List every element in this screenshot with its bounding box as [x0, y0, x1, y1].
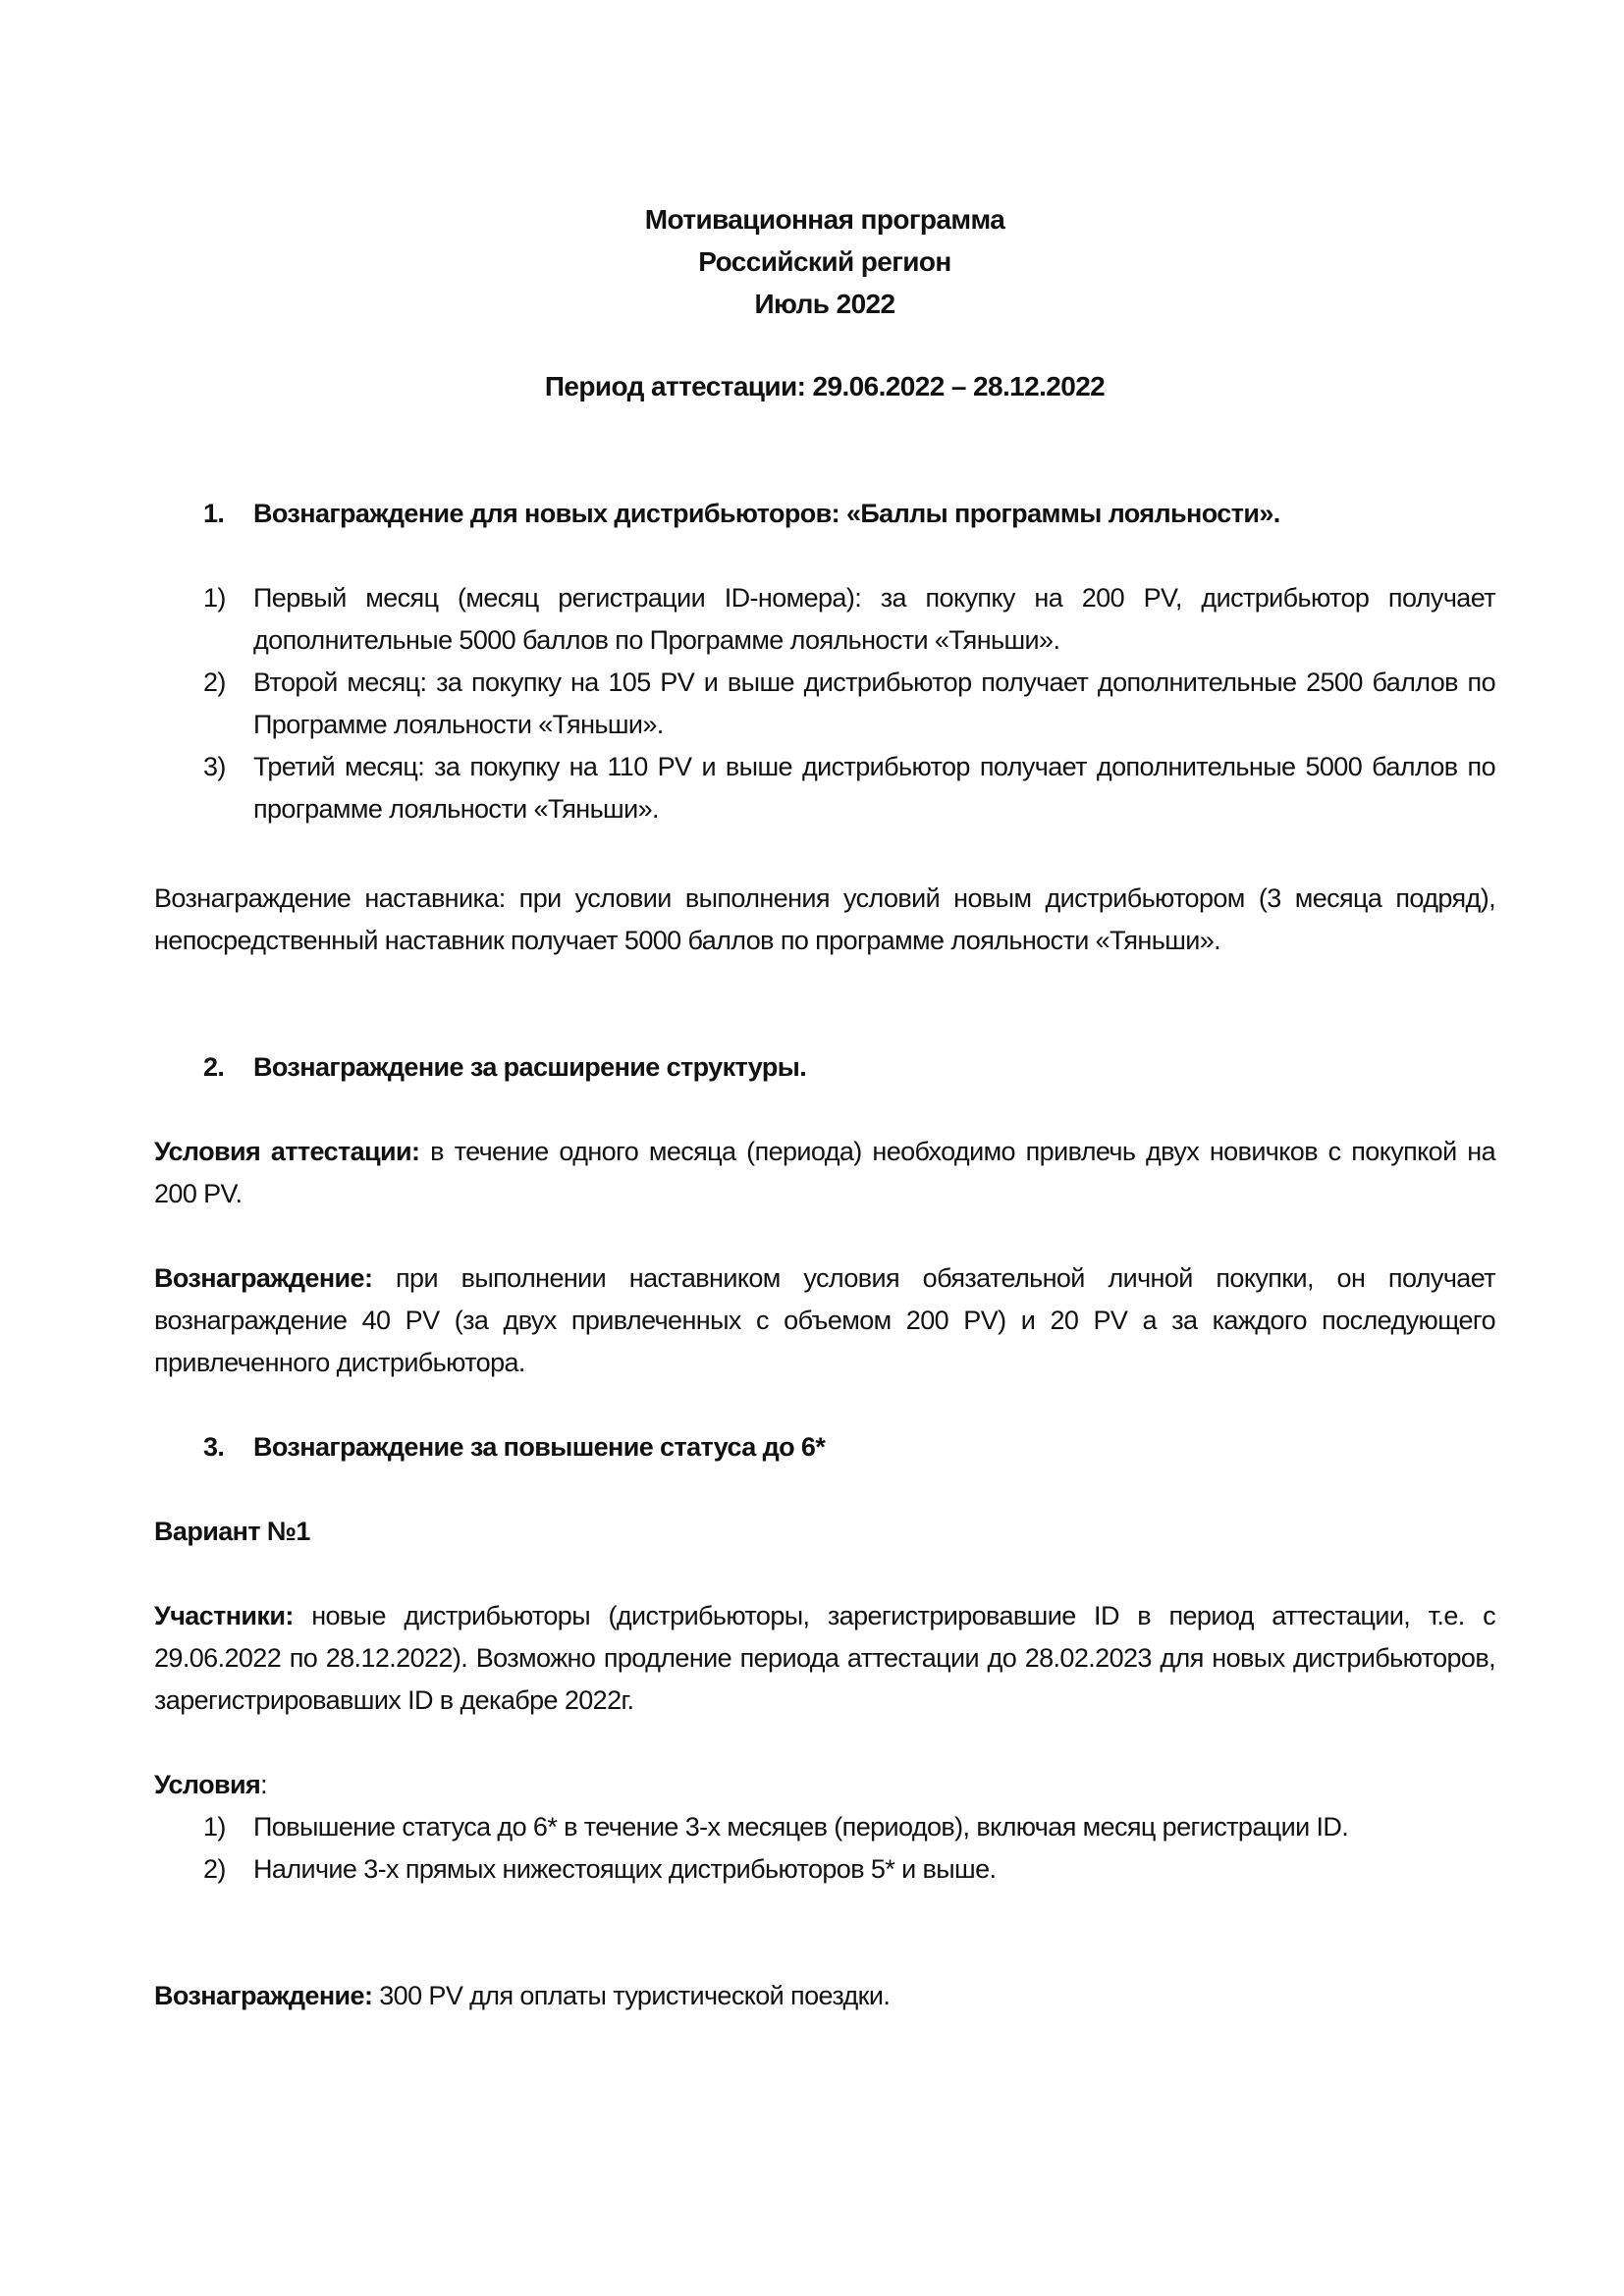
reward-text: при выполнении наставником условия обязательной личной покупки, он получает вознаграждение 40 PV (за двух привлеченных с объемом 200 PV) и 20 PV а за каждого последующего привлеченного дистрибьютора.: [154, 1263, 1495, 1377]
conditions-text: в течение одного месяца (периода) необходимо привлечь двух новичков с покупкой на 200 PV.: [154, 1137, 1495, 1208]
section-number: 3.: [203, 1432, 225, 1462]
section-3-conditions-list: [154, 1806, 1495, 1891]
section-3-heading: [154, 1426, 1495, 1468]
list-item: [154, 1848, 1495, 1891]
list-text: Первый месяц (месяц регистрации ID-номера): за покупку на 200 PV, дистрибьютор получает дополнительные 5000 баллов по Программе лояльности «Тяньши».: [253, 583, 1495, 655]
conditions-heading: [154, 1764, 1495, 1806]
list-item: [154, 662, 1495, 746]
month-subtitle: Июль 2022: [754, 289, 895, 319]
region-subtitle: Российский регион: [698, 246, 951, 277]
list-item: [154, 746, 1495, 830]
section-2-heading: [154, 1046, 1495, 1089]
participants-paragraph: [154, 1595, 1495, 1722]
list-number: 3): [203, 752, 226, 781]
participants-label: Участники:: [154, 1601, 294, 1630]
section-number: 1.: [203, 499, 225, 528]
section-number: 2.: [203, 1052, 225, 1082]
attestation-conditions-paragraph: [154, 1131, 1495, 1215]
section-title: Вознаграждение для новых дистрибьюторов: «Баллы программы лояльности».: [253, 499, 1280, 528]
list-text: Второй месяц: за покупку на 105 PV и выше дистрибьютор получает дополнительные 2500 баллов по Программе лояльности «Тяньши».: [253, 667, 1495, 739]
list-item: [154, 577, 1495, 662]
list-number: 2): [203, 667, 226, 697]
list-text: Повышение статуса до 6* в течение 3-х месяцев (периодов), включая месяц регистрации ID.: [253, 1812, 1349, 1842]
section-title: Вознаграждение за повышение статуса до 6*: [253, 1432, 826, 1462]
list-number: 1): [203, 1812, 226, 1842]
reward-label: Вознаграждение:: [154, 1981, 373, 2010]
section-1-list: [154, 577, 1495, 830]
list-item: [154, 1806, 1495, 1848]
conditions-label: Условия: [154, 1770, 261, 1799]
list-text: Наличие 3-х прямых нижестоящих дистрибьюторов 5* и выше.: [253, 1854, 997, 1884]
variant-heading: Вариант №1: [154, 1517, 310, 1546]
mentor-reward-paragraph: Вознаграждение наставника: при условии выполнения условий новым дистрибьютором (3 месяца подряд), непосредственный наставник получает 5000 баллов по программе лояльности «Тяньши».: [154, 883, 1495, 955]
list-text: Третий месяц: за покупку на 110 PV и выше дистрибьютор получает дополнительные 5000 баллов по программе лояльности «Тяньши».: [253, 752, 1495, 824]
tour-reward-paragraph: [154, 1975, 1495, 2017]
reward-label: Вознаграждение:: [154, 1263, 373, 1293]
reward-text: 300 PV для оплаты туристической поездки.: [372, 1981, 891, 2010]
list-number: 1): [203, 583, 226, 613]
document-title: Мотивационная программа: [644, 204, 1005, 235]
conditions-colon: :: [260, 1770, 268, 1799]
title-block: [154, 198, 1495, 325]
section-1-heading: [154, 493, 1495, 535]
participants-text: новые дистрибьюторы (дистрибьюторы, зарегистрировавшие ID в период аттестации, т.е. с 29.06.2022 по 28.12.2022). Возможно продление периода аттестации до 28.02.2023 для новых дистрибьюторов, зарегистрировавших ID в декабре 2022г.: [154, 1601, 1495, 1715]
section-title: Вознаграждение за расширение структуры.: [253, 1052, 807, 1082]
structure-reward-paragraph: [154, 1257, 1495, 1384]
list-number: 2): [203, 1854, 226, 1884]
conditions-label: Условия аттестации:: [154, 1137, 420, 1166]
attestation-period: Период аттестации: 29.06.2022 – 28.12.2022: [544, 371, 1106, 401]
